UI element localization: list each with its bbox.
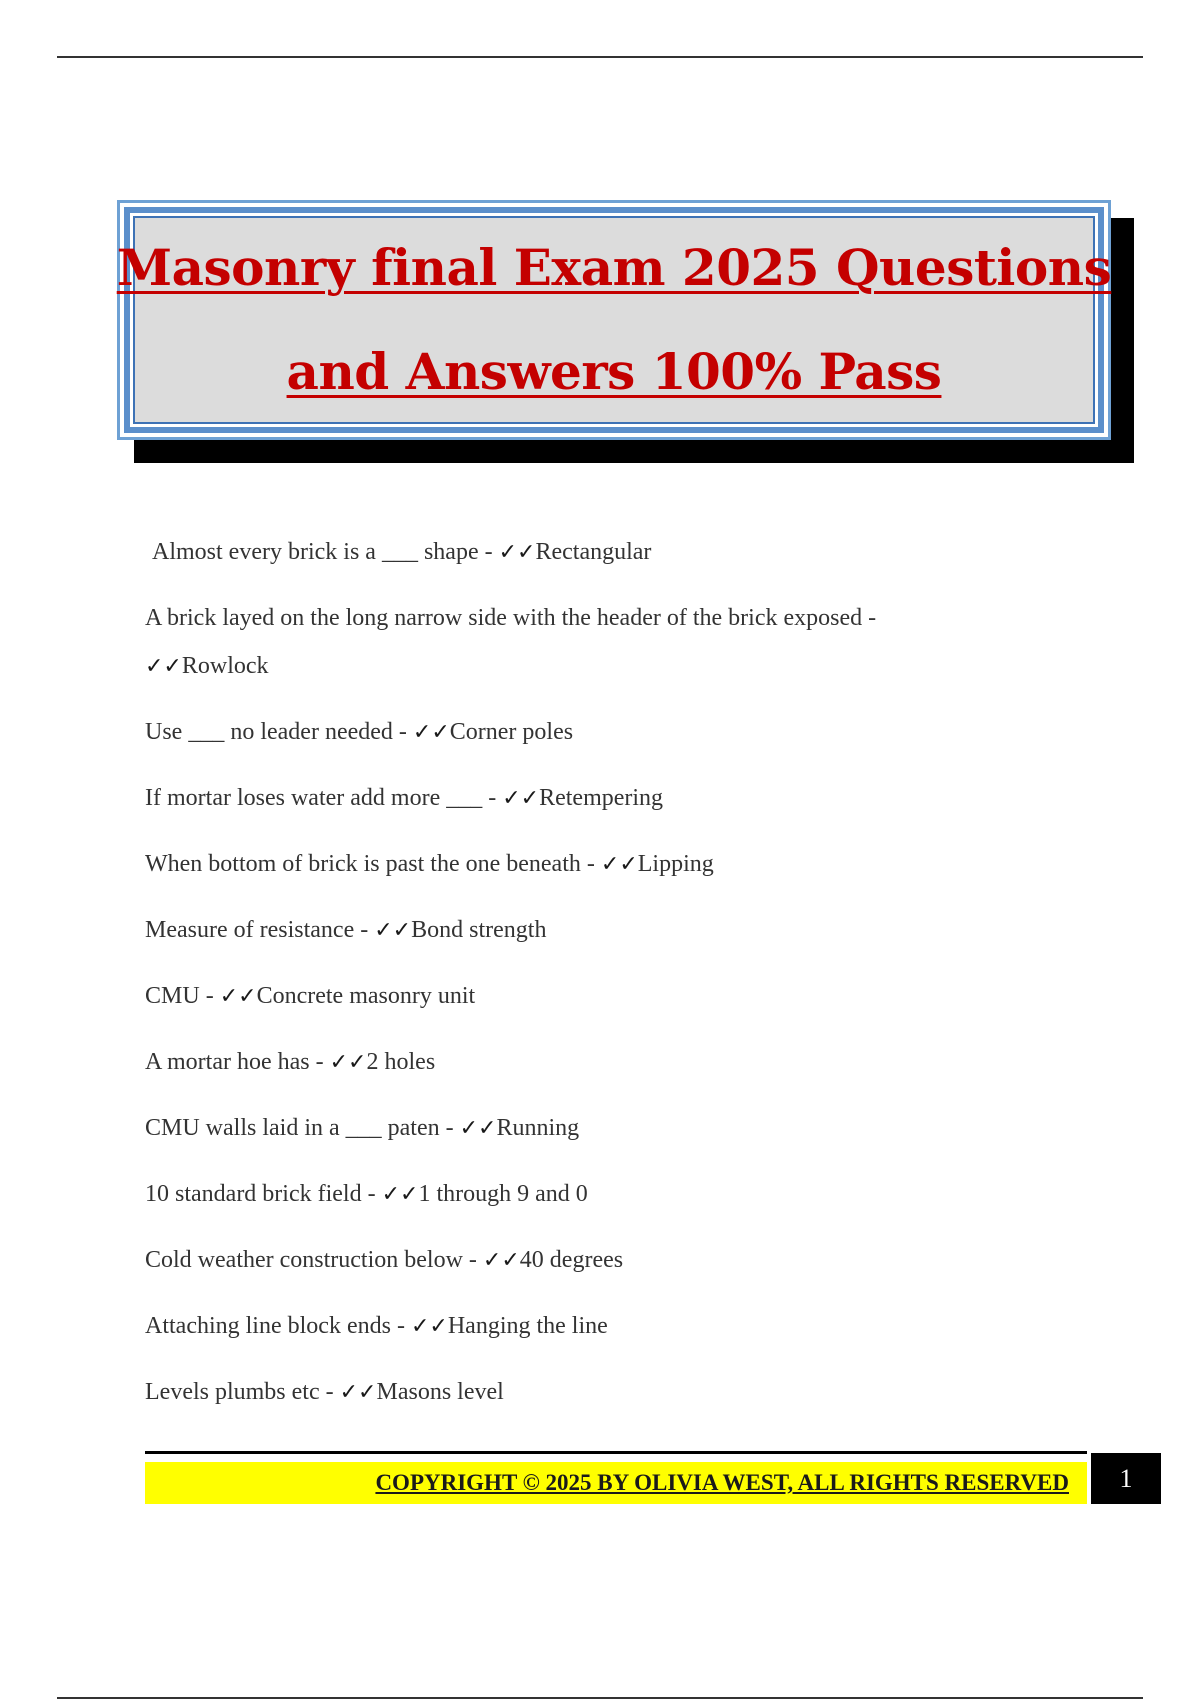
question-text: 10 standard brick field — [145, 1181, 362, 1207]
page-number: 1 — [1119, 1463, 1133, 1493]
question-answer-list — [145, 528, 1005, 1434]
document-title-line-1: Masonry final Exam 2025 Questions — [116, 238, 1112, 297]
title-box-content — [116, 216, 1112, 424]
question-text: Cold weather construction below — [145, 1247, 463, 1273]
check-mark-icon: ✓✓ — [381, 1182, 419, 1207]
answer-text: Rectangular — [535, 539, 652, 565]
qa-item: Cold weather construction below - ✓✓40 degrees — [145, 1247, 624, 1273]
footer-copyright-bar — [145, 1462, 1087, 1504]
answer-text: Lipping — [637, 851, 714, 877]
answer-text: Running — [496, 1115, 580, 1141]
check-mark-icon: ✓✓ — [219, 984, 257, 1009]
answer-text: Hanging the line — [447, 1313, 608, 1339]
check-mark-icon: ✓✓ — [482, 1248, 520, 1273]
qa-item: A mortar hoe has - ✓✓2 holes — [145, 1049, 436, 1075]
question-text: Levels plumbs etc — [145, 1379, 320, 1405]
footer-divider — [145, 1451, 1087, 1454]
answer-text: Masons level — [376, 1379, 504, 1405]
title-box-frame — [116, 207, 1112, 433]
question-text: Measure of resistance — [145, 917, 355, 943]
check-mark-icon: ✓✓ — [600, 852, 638, 877]
question-text: If mortar loses water add more ___ — [145, 785, 483, 811]
check-mark-icon: ✓✓ — [498, 540, 536, 565]
document-title-line-2: and Answers 100% Pass — [286, 342, 942, 401]
qa-item: Almost every brick is a ___ shape - ✓✓Rectangular — [152, 539, 652, 565]
check-mark-icon: ✓✓ — [339, 1380, 377, 1405]
question-text: When bottom of brick is past the one beneath — [145, 851, 581, 877]
question-text: Attaching line block ends — [145, 1313, 391, 1339]
qa-item: If mortar loses water add more ___ - ✓✓Retempering — [145, 785, 664, 811]
check-mark-icon: ✓✓ — [412, 720, 450, 745]
answer-text: Corner poles — [449, 719, 574, 745]
question-text: Almost every brick is a ___ shape — [152, 539, 479, 565]
qa-item: CMU - ✓✓Concrete masonry unit — [145, 983, 476, 1009]
question-text: CMU walls laid in a ___ paten — [145, 1115, 440, 1141]
answer-text: 1 through 9 and 0 — [418, 1181, 588, 1207]
answer-text: 2 holes — [366, 1049, 436, 1075]
answer-text: Concrete masonry unit — [256, 983, 476, 1009]
question-text: Use ___ no leader needed — [145, 719, 393, 745]
qa-item: Levels plumbs etc - ✓✓Masons level — [145, 1379, 504, 1405]
qa-item: A brick layed on the long narrow side with the header of the brick exposed - ✓✓Rowlock — [145, 605, 877, 679]
answer-text: Bond strength — [411, 917, 547, 943]
qa-item: Measure of resistance - ✓✓Bond strength — [145, 917, 547, 943]
question-text: CMU — [145, 983, 200, 1009]
qa-item: When bottom of brick is past the one beneath - ✓✓Lipping — [145, 851, 714, 877]
answer-text: 40 degrees — [519, 1247, 624, 1273]
title-box — [117, 200, 1111, 440]
question-text: A brick layed on the long narrow side with the header of the brick exposed — [145, 605, 863, 631]
check-mark-icon: ✓✓ — [410, 1314, 448, 1339]
qa-item: CMU walls laid in a ___ paten - ✓✓Running — [145, 1115, 580, 1141]
qa-item: 10 standard brick field - ✓✓1 through 9 and 0 — [145, 1181, 588, 1207]
qa-item: Attaching line block ends - ✓✓Hanging the line — [145, 1313, 608, 1339]
check-mark-icon: ✓✓ — [329, 1050, 367, 1075]
answer-text: Rowlock — [181, 653, 269, 679]
check-mark-icon: ✓✓ — [502, 786, 540, 811]
top-divider — [57, 56, 1143, 58]
check-mark-icon: ✓✓ — [145, 654, 182, 679]
check-mark-icon: ✓✓ — [459, 1116, 497, 1141]
bottom-divider — [57, 1697, 1143, 1699]
answer-text: Retempering — [539, 785, 664, 811]
check-mark-icon: ✓✓ — [374, 918, 412, 943]
qa-item: Use ___ no leader needed - ✓✓Corner poles — [145, 719, 574, 745]
copyright-notice: COPYRIGHT © 2025 BY OLIVIA WEST, ALL RIGHTS RESERVED — [375, 1470, 1069, 1495]
question-text: A mortar hoe has — [145, 1049, 310, 1075]
page-number-box — [1091, 1453, 1161, 1504]
